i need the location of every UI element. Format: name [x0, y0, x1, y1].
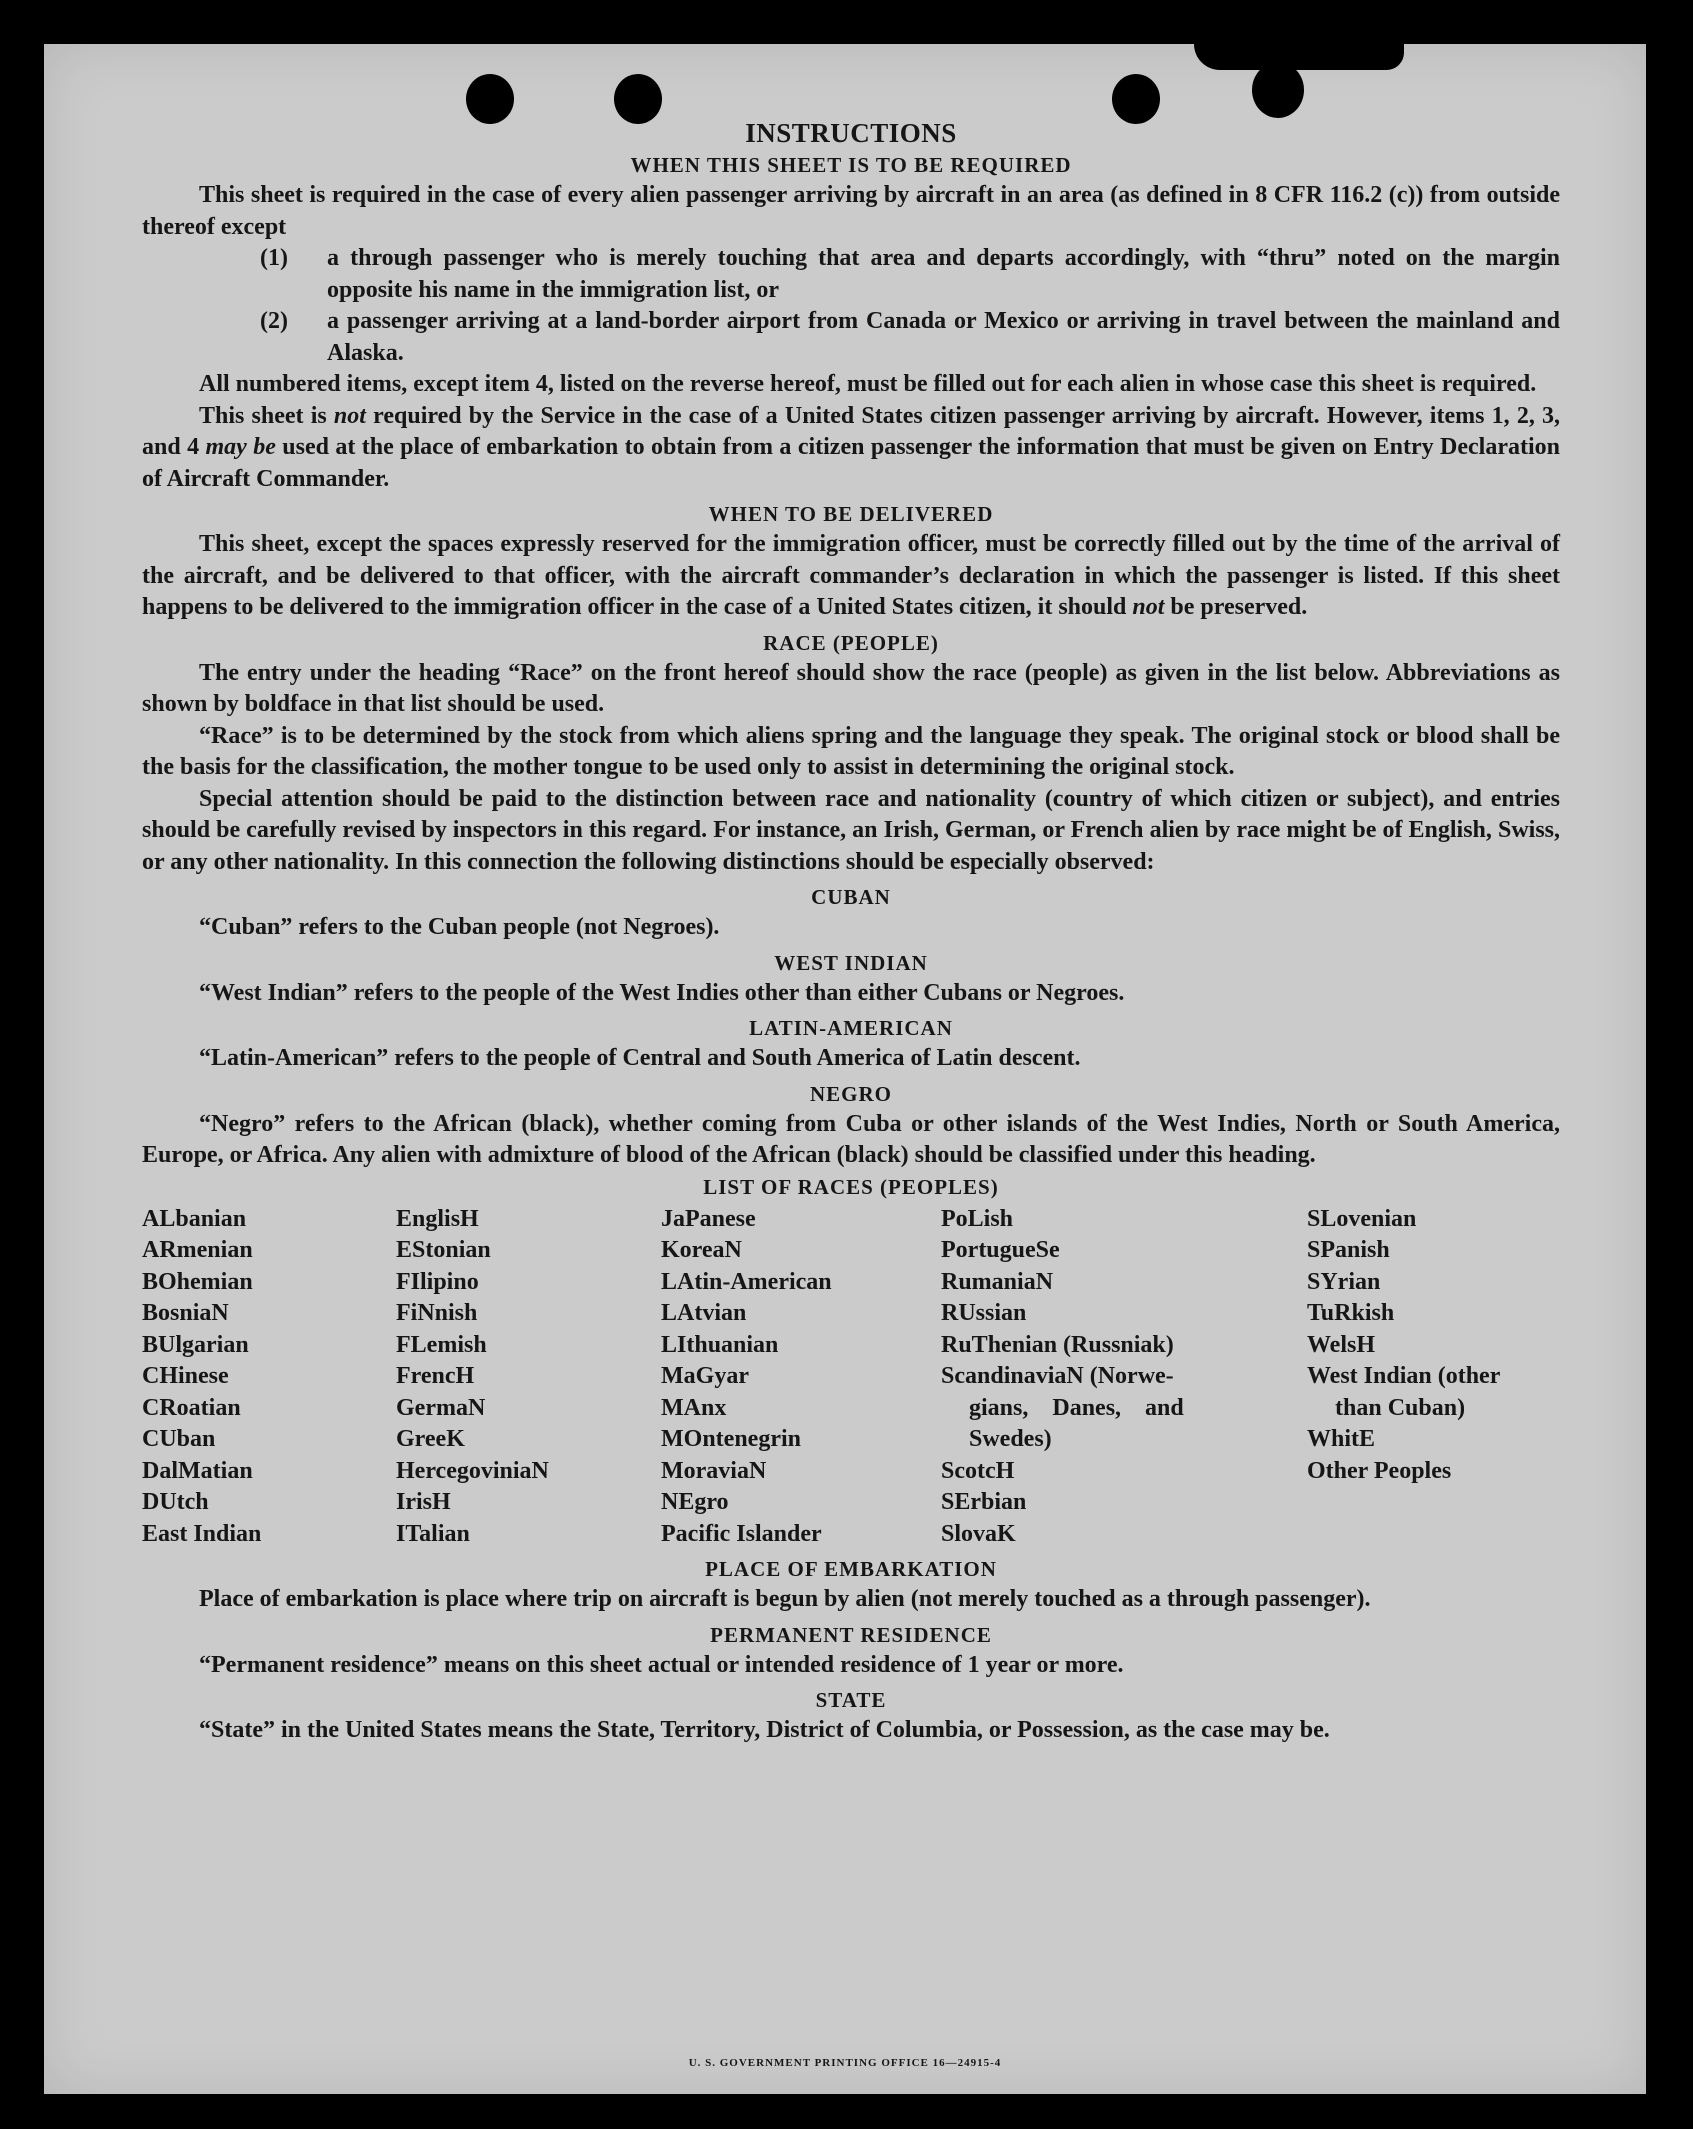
race-item: LIthuanian — [661, 1331, 779, 1358]
race-item: SLovenian — [1307, 1205, 1417, 1232]
heading-negro: NEGRO — [809, 1081, 892, 1106]
page-title: INSTRUCTIONS — [745, 118, 957, 148]
list-item: (2) a passenger arriving at a land-border airport from Canada or Mexico or arriving in travel between the mainland and Alaska. — [260, 308, 1560, 366]
race-item: TuRkish — [1307, 1300, 1395, 1326]
race-item: RUssian — [941, 1300, 1027, 1326]
race-item: SPanish — [1307, 1237, 1390, 1263]
race-item: GermaN — [396, 1394, 486, 1421]
race-item: RuThenian (Russniak) — [941, 1331, 1174, 1358]
race-item: SErbian — [941, 1489, 1027, 1515]
race-item: than Cuban) — [1335, 1394, 1466, 1421]
paragraph: “West Indian” refers to the people of the West Indies other than either Cubans or Negroes. — [199, 979, 1125, 1006]
paragraph: All numbered items, except item 4, listed on the reverse hereof, must be filled out for each alien in whose case this sheet is required. — [199, 371, 1537, 397]
race-item: NEgro — [661, 1489, 729, 1515]
paragraph: “Latin-American” refers to the people of Central and South America of Latin descent. — [199, 1045, 1081, 1071]
race-item: ScandinaviaN (Norwe- — [941, 1363, 1174, 1389]
paragraph: Special attention should be paid to the distinction between race and nationality (country of which citizen or subject), and entries should be carefully revised by inspectors in this regard. For instance, an Irish, German, or French alien by race might be of English, Swiss, or any other nationality. In this connection the following distinctions should be especially observed: — [142, 785, 1560, 875]
race-item: LAtin-American — [661, 1268, 832, 1295]
race-item: FIlipino — [396, 1268, 479, 1295]
race-item: Other Peoples — [1307, 1457, 1452, 1484]
paragraph: “Negro” refers to the African (black), whether coming from Cuba or other islands of the West Indies, North or South America, Europe, or Africa. Any alien with admixture of blood of the African (black) should be classified under this heading. — [142, 1110, 1560, 1168]
race-item: Swedes) — [969, 1426, 1052, 1452]
race-item: FLemish — [396, 1331, 487, 1358]
heading-race: RACE (PEOPLE) — [763, 630, 939, 655]
printing-office-footer: U. S. GOVERNMENT PRINTING OFFICE 16—24915-4 — [688, 2057, 1002, 2069]
race-item: LAtvian — [661, 1300, 747, 1326]
race-item: CUban — [142, 1426, 216, 1452]
race-item: ARmenian — [142, 1237, 253, 1263]
race-item: SlovaK — [941, 1520, 1016, 1547]
races-column — [1307, 1204, 1560, 1551]
race-item: Pacific Islander — [661, 1520, 822, 1547]
race-item: West Indian (other — [1307, 1363, 1501, 1389]
race-item: JaPanese — [661, 1205, 756, 1232]
race-item: MoraviaN — [661, 1457, 767, 1484]
race-item: KoreaN — [661, 1237, 742, 1263]
race-item: HercegoviniaN — [396, 1457, 549, 1484]
heading-place-of-embarkation: PLACE OF EMBARKATION — [705, 1557, 997, 1581]
document-sheet — [44, 44, 1646, 2094]
heading-cuban: CUBAN — [811, 885, 891, 909]
paragraph: This sheet, except the spaces expressly reserved for the immigration officer, must be correctly filled out by the time of the arrival of the aircraft, and be delivered to that officer, with the aircraft commander’s declaration in which the passenger is listed. If this sheet happens to be delivered to the immigration officer in the case of a United States citizen, it should not be preserved. — [142, 531, 1560, 620]
heading-state: STATE — [815, 1688, 887, 1712]
race-item: East Indian — [142, 1520, 262, 1547]
paragraph: “Permanent residence” means on this sheet actual or intended residence of 1 year or more. — [199, 1651, 1124, 1678]
race-item: ALbanian — [142, 1205, 247, 1232]
paragraph: The entry under the heading “Race” on the front hereof should show the race (people) as given in the list below. Abbreviations as shown by boldface in that list should be used. — [142, 659, 1560, 717]
paragraph: This sheet is not required by the Service in the case of a United States citizen passenger arriving by aircraft. However, items 1, 2, 3, and 4 may be used at the place of embarkation to obtain from a citizen passenger the information that must be given on Entry Declaration of Aircraft Commander. — [142, 402, 1561, 492]
heading-when-required: WHEN THIS SHEET IS TO BE REQUIRED — [630, 153, 1072, 177]
heading-permanent-residence: PERMANENT RESIDENCE — [710, 1622, 992, 1647]
punch-hole — [1252, 62, 1304, 118]
race-item: RumaniaN — [941, 1268, 1054, 1295]
heading-latin-american: LATIN-AMERICAN — [749, 1016, 953, 1040]
race-item: FrencH — [396, 1363, 475, 1389]
race-item: DalMatian — [142, 1457, 253, 1484]
races-list — [142, 1204, 1560, 1551]
race-item: WhitE — [1307, 1426, 1376, 1452]
list-item: (1) a through passenger who is merely touching that area and departs accordingly, with “thru” noted on the margin opposite his name in the immigration list, or — [260, 245, 1560, 303]
race-item: BosniaN — [142, 1300, 229, 1326]
paragraph: Place of embarkation is place where trip on aircraft is begun by alien (not merely touched as a through passenger). — [199, 1586, 1371, 1612]
race-item: EnglisH — [396, 1205, 479, 1232]
race-item: GreeK — [396, 1426, 465, 1452]
race-item: PortugueSe — [941, 1237, 1060, 1263]
race-item: DUtch — [142, 1489, 209, 1515]
paragraph: “Race” is to be determined by the stock from which aliens spring and the language they speak. The original stock or blood shall be the basis for the classification, the mother tongue to be used only to assist in determining the original stock. — [142, 722, 1560, 780]
races-column — [396, 1204, 661, 1551]
paragraph: This sheet is required in the case of every alien passenger arriving by aircraft in an area (as defined in 8 CFR 116.2 (c)) from outside thereof except — [142, 182, 1560, 240]
race-item: gians, Danes, and — [969, 1394, 1184, 1421]
torn-corner — [1194, 44, 1404, 70]
race-item: ITalian — [396, 1520, 470, 1547]
heading-list-of-races: LIST OF RACES (PEOPLES) — [703, 1174, 999, 1199]
heading-west-indian: WEST INDIAN — [774, 950, 928, 975]
race-item: MAnx — [661, 1394, 727, 1421]
race-item: BOhemian — [142, 1268, 253, 1295]
race-item: PoLish — [941, 1205, 1014, 1232]
race-item: CHinese — [142, 1363, 229, 1389]
race-item: FiNnish — [396, 1300, 478, 1326]
race-item: MaGyar — [661, 1363, 749, 1389]
paragraph: “State” in the United States means the State, Territory, District of Columbia, or Possession, as the case may be. — [199, 1717, 1330, 1743]
races-column — [142, 1204, 396, 1551]
races-column — [941, 1204, 1307, 1551]
race-item: WelsH — [1307, 1331, 1376, 1358]
race-item: BUlgarian — [142, 1331, 249, 1358]
races-column — [661, 1204, 941, 1551]
heading-when-delivered: WHEN TO BE DELIVERED — [708, 502, 994, 526]
race-item: MOntenegrin — [661, 1426, 801, 1452]
race-item: IrisH — [396, 1489, 451, 1515]
paragraph: “Cuban” refers to the Cuban people (not Negroes). — [199, 914, 720, 940]
race-item: ScotcH — [941, 1457, 1015, 1484]
race-item: CRoatian — [142, 1394, 241, 1421]
race-item: EStonian — [396, 1237, 491, 1263]
race-item: SYrian — [1307, 1268, 1381, 1295]
instructions-body — [142, 116, 1560, 1747]
